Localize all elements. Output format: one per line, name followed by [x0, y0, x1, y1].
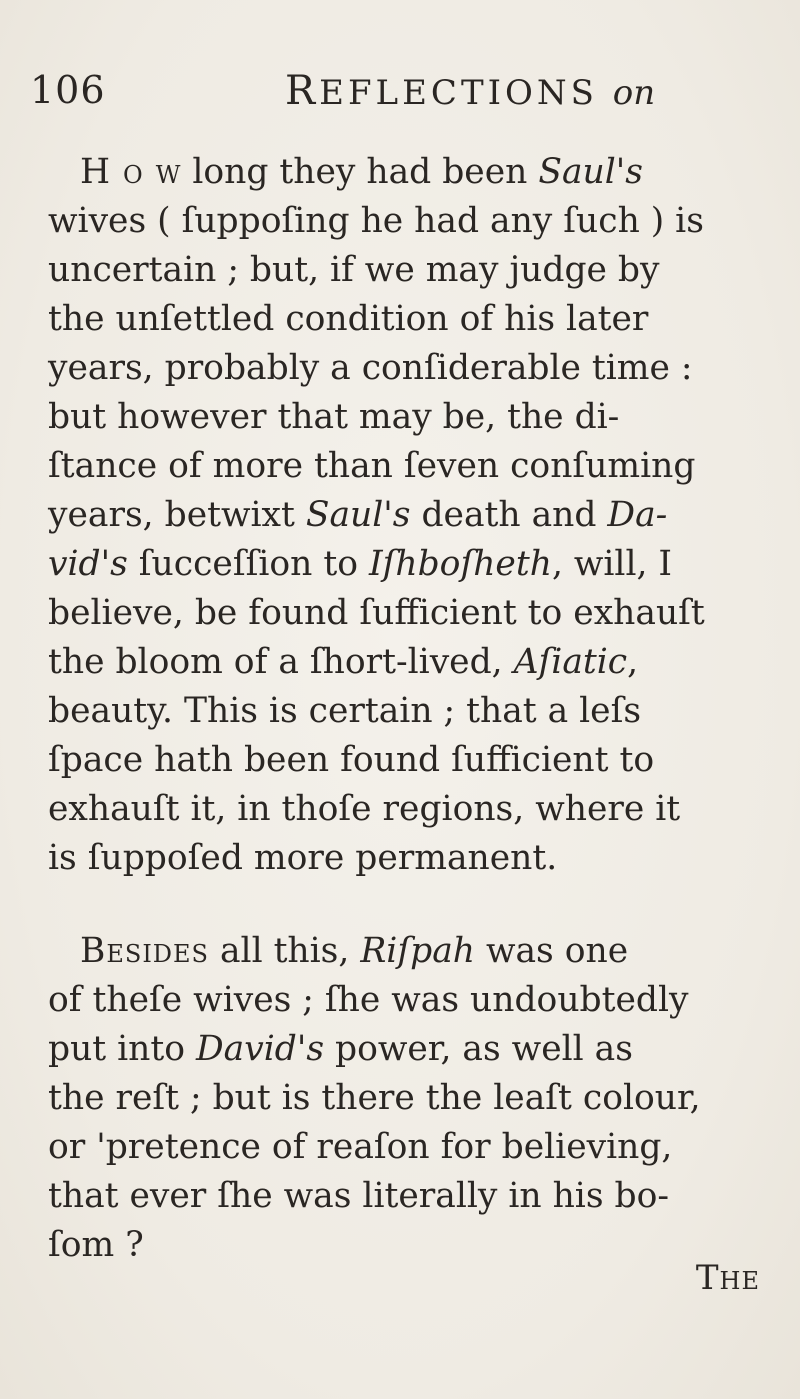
text-line: [48, 927, 778, 976]
text-span: ſucceſſion to: [127, 544, 369, 584]
text-line: [48, 540, 778, 589]
text-span: all this,: [209, 931, 361, 971]
italic-name: Iſhboſheth: [368, 544, 552, 584]
text-line: [48, 638, 778, 687]
paragraph-1: [48, 148, 778, 883]
page-number: 106: [30, 68, 106, 112]
text-line: [48, 1025, 778, 1074]
running-head: [285, 68, 655, 114]
text-line: that ever ſhe was literally in his bo-: [48, 1176, 669, 1216]
text-line: [48, 148, 778, 197]
text-line: uncertain ; but, if we may judge by: [48, 250, 660, 290]
running-head-italic: on: [612, 73, 656, 113]
italic-name: David's: [196, 1029, 325, 1069]
italic-name: Saul's: [538, 152, 643, 192]
italic-name: vid's: [48, 544, 128, 584]
text-line: ſtance of more than ſeven conſuming: [48, 446, 696, 486]
running-head-word: EFLECTIONS: [319, 73, 598, 113]
text-span: was one: [474, 931, 629, 971]
page-header: [30, 68, 770, 118]
text-span: death and: [410, 495, 608, 535]
catchword: The: [695, 1258, 760, 1298]
text-line: beauty. This is certain ; that a leſs: [48, 691, 642, 731]
text-line: the reſt ; but is there the leaſt colour,: [48, 1078, 701, 1118]
paragraph-lead-word: H o w: [80, 152, 182, 192]
text-line: or 'pretence of reaſon for believing,: [48, 1127, 673, 1167]
italic-name: Aſiatic: [513, 642, 628, 682]
running-head-initial: R: [285, 68, 320, 114]
text-line: ſpace hath been found ſufficient to: [48, 740, 655, 780]
text-line: exhauſt it, in thoſe regions, where it: [48, 789, 681, 829]
italic-name: Saul's: [305, 495, 411, 535]
paragraph-lead-word: Besides: [80, 931, 209, 971]
text-line: of theſe wives ; ſhe was undoubtedly: [48, 980, 689, 1020]
text-line: years, probably a conſiderable time :: [48, 348, 693, 388]
text-span: the bloom of a ſhort-lived,: [48, 642, 514, 682]
paragraph-2: [48, 927, 778, 1270]
text-span: , will, I: [551, 544, 673, 584]
paragraph-gap: [48, 883, 778, 927]
italic-name: Riſpah: [360, 931, 475, 971]
text-line: wives ( ſuppoſing he had any ſuch ) is: [48, 201, 704, 241]
text-line: ſom ?: [48, 1225, 144, 1265]
text-span: power, as well as: [324, 1029, 633, 1069]
text-line: is ſuppoſed more permanent.: [48, 838, 558, 878]
text-span: long they had been: [181, 152, 539, 192]
text-line: but however that may be, the di-: [48, 397, 620, 437]
italic-name: Da-: [607, 495, 668, 535]
text-span: years, betwixt: [48, 495, 306, 535]
text-line: the unſettled condition of his later: [48, 299, 649, 339]
text-line: [48, 491, 778, 540]
text-line: believe, be found ſufficient to exhauſt: [48, 593, 705, 633]
text-span: put into: [48, 1029, 196, 1069]
body-text: [48, 148, 778, 1270]
text-span: ,: [627, 642, 639, 682]
